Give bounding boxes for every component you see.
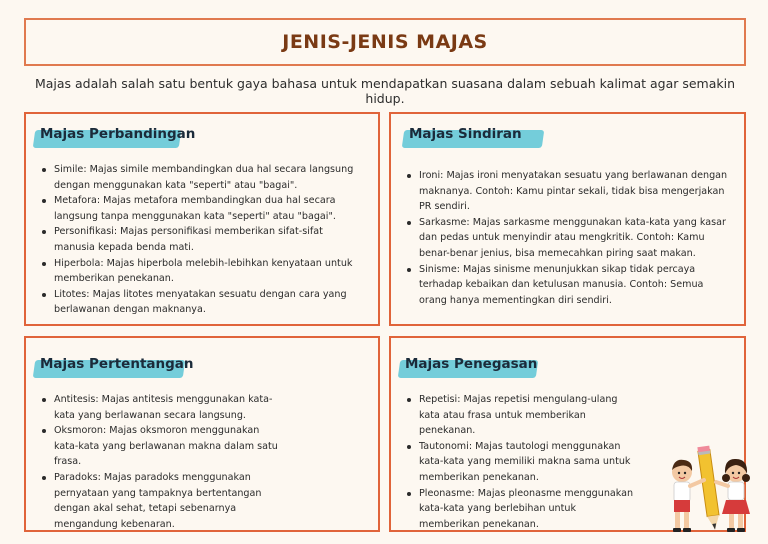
card-majas-sindiran <box>389 112 746 326</box>
list-item: Sarkasme: Majas sarkasme menggunakan kata-kata yang kasar dan pedas untuk menyindir atau mengkritik. Contoh: Kamu benar-benar jenius, bisa memecahkan piring saat makan. <box>405 215 732 262</box>
list-item: Repetisi: Majas repetisi mengulang-ulang kata atau frasa untuk memberikan penekanan. <box>405 392 634 439</box>
list-item: Ironi: Majas ironi menyatakan sesuatu yang berlawanan dengan maknanya. Contoh: Kamu pintar sekali, tidak bisa mengerjakan PR sendiri. <box>405 168 732 215</box>
card-list <box>40 162 366 318</box>
list-item: Pleonasme: Majas pleonasme menggunakan kata-kata yang berlebihan untuk memberikan penekanan. <box>405 486 634 533</box>
list-item: Sinisme: Majas sinisme menunjukkan sikap tidak percaya terhadap kebaikan dan ketulusan manusia. Contoh: Semua orang hanya mementingkan diri sendiri. <box>405 262 732 309</box>
card-heading-wrap <box>403 356 537 378</box>
card-heading: Majas Pertentangan <box>40 356 194 372</box>
card-list <box>40 392 366 532</box>
card-heading-wrap <box>407 126 522 148</box>
list-item: Personifikasi: Majas personifikasi memberikan sifat-sifat manusia kepada benda mati. <box>40 224 366 255</box>
kids-pencil-icon <box>660 444 758 538</box>
card-majas-pertentangan <box>24 336 380 532</box>
list-item: Hiperbola: Majas hiperbola melebih-lebihkan kenyataan untuk memberikan penekanan. <box>40 256 366 287</box>
title-box <box>24 18 746 66</box>
card-list <box>405 168 732 308</box>
list-item: Simile: Majas simile membandingkan dua hal secara langsung dengan menggunakan kata "seperti" atau "bagai". <box>40 162 366 193</box>
card-heading: Majas Sindiran <box>409 126 522 142</box>
card-heading: Majas Penegasan <box>405 356 538 372</box>
page-title: JENIS-JENIS MAJAS <box>282 31 488 53</box>
card-heading-wrap <box>38 356 194 378</box>
list-item: Antitesis: Majas antitesis menggunakan kata-kata yang berlawanan secara langsung. <box>40 392 366 423</box>
kids-illustration <box>660 444 758 538</box>
card-heading-wrap <box>38 126 195 148</box>
intro-text: Majas adalah salah satu bentuk gaya bahasa untuk mendapatkan suasana dalam sebuah kalimat agar semakin hidup. <box>34 76 736 106</box>
card-list <box>405 392 634 532</box>
card-majas-perbandingan <box>24 112 380 326</box>
card-heading: Majas Perbandingan <box>40 126 196 142</box>
list-item: Oksmoron: Majas oksmoron menggunakan kata-kata yang berlawanan makna dalam satu frasa. <box>40 423 366 470</box>
list-item: Metafora: Majas metafora membandingkan dua hal secara langsung tanpa menggunakan kata "seperti" atau "bagai". <box>40 193 366 224</box>
list-item: Litotes: Majas litotes menyatakan sesuatu dengan cara yang berlawanan dengan maknanya. <box>40 287 366 318</box>
list-item: Paradoks: Majas paradoks menggunakan pernyataan yang tampaknya bertentangan dengan akal sehat, tetapi sebenarnya mengandung kebenaran. <box>40 470 366 532</box>
list-item: Tautonomi: Majas tautologi menggunakan kata-kata yang memiliki makna sama untuk memberikan penekanan. <box>405 439 634 486</box>
